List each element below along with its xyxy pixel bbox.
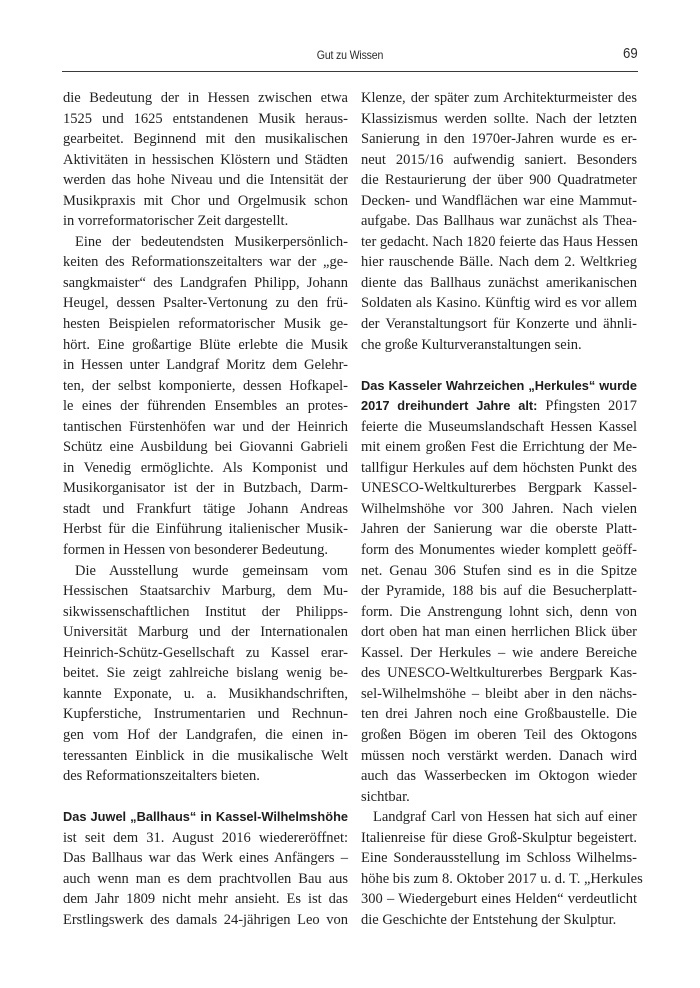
text-line: sangkmaister“ des Landgrafen Philipp, Johann bbox=[63, 274, 348, 291]
header-rule bbox=[62, 71, 638, 72]
text-line: in Hessen unter Landgraf Moritz dem Gelehr- bbox=[63, 357, 348, 374]
text-line: che große Kulturveranstaltungen sein. bbox=[361, 336, 582, 353]
text-line: der Pyramide, 188 bis auf die Besucherplatt- bbox=[361, 583, 637, 600]
text-line: Soldaten als Kasino. Künftig wird es vor allem bbox=[361, 295, 637, 312]
text-line: feierte die Museumslandschaft Hessen Kassel bbox=[361, 418, 637, 435]
section-ballhaus bbox=[63, 807, 348, 930]
text-line: Kupferstiche, Instrumentarien und Rechnun- bbox=[63, 706, 348, 723]
text-line: die Bedeutung der in Hessen zwischen etwa bbox=[63, 90, 348, 106]
text-line: form. Die Anstrengung lohnt sich, denn von bbox=[361, 603, 637, 620]
section-heading-herkules: Das Kasseler Wahrzeichen „Herkules“ wurde bbox=[361, 377, 637, 393]
text-line: Wilhelmshöhe vor 300 Jahren. Nach vielen bbox=[361, 500, 637, 517]
text-line: tantischen Fürstenhöfen war und der Heinrich bbox=[63, 418, 348, 435]
text-line: net. Genau 306 Stufen sind es in die Spitze bbox=[361, 562, 637, 579]
running-head bbox=[62, 45, 638, 65]
paragraph-musikerpersoenlichkeiten bbox=[63, 232, 348, 561]
section-spacer bbox=[63, 787, 348, 808]
text-line: diente das Ballhaus zunächst amerikanischen bbox=[361, 274, 637, 291]
text-line: großen Bögen im oberen Teil des Oktogons bbox=[361, 726, 637, 743]
text-line: Musikorganisator ist der in Butzbach, Darm- bbox=[63, 480, 348, 497]
text-line: formen in Hessen von besonderer Bedeutung. bbox=[63, 542, 328, 559]
text-line: Das Ballhaus war das Werk eines Anfängers – bbox=[63, 850, 348, 867]
text-line: tallfigur Herkules auf dem höchsten Punkt des bbox=[361, 459, 637, 476]
text-line: ter gedacht. Nach 1820 feierte das Haus Hessen bbox=[361, 233, 639, 250]
text-line: 300 – Wiedergeburt eines Helden“ verdeutlicht bbox=[361, 891, 637, 908]
text-line: Klassizismus werden sollte. Nach der letzten bbox=[361, 110, 637, 127]
section-heading-herkules-cont: 2017 dreihundert Jahre alt: bbox=[361, 398, 538, 414]
text-line: Landgraf Carl von Hessen hat sich auf einer bbox=[373, 809, 637, 826]
text-line: Heugel, dessen Psalter-Vertonung zu den frü- bbox=[63, 295, 348, 312]
text-line: 1525 und 1625 entstandenen Musik heraus- bbox=[63, 110, 348, 127]
text-line: werden das hohe Niveau und die Intensität der bbox=[63, 172, 348, 189]
left-column bbox=[63, 88, 348, 930]
text-line: sel-Wilhelmshöhe – bleibt aber in den nächs- bbox=[361, 685, 637, 702]
text-line: der Veranstaltungsort für Konzerte und ähnli- bbox=[361, 316, 637, 333]
text-line: hört. Eine großartige Blüte erlebte die Musik bbox=[63, 336, 348, 353]
text-line: die Geschichte der Entstehung der Skulptur. bbox=[361, 911, 617, 928]
text-line: Herbst für die Einführung italienischer Musik- bbox=[63, 521, 348, 538]
text-line: höhe bis zum 8. Oktober 2017 u. d. T. „Herkules bbox=[361, 870, 643, 887]
text-line: Universität Marburg und der Internationalen bbox=[63, 624, 348, 641]
text-line: die Restaurierung der über 900 Quadratmeter bbox=[361, 172, 637, 189]
paragraph-klenze bbox=[361, 88, 637, 355]
text-line: aufgabe. Das Ballhaus war zunächst als Thea- bbox=[361, 213, 637, 230]
text-line: ist seit dem 31. August 2016 wiedereröffnet: bbox=[63, 829, 348, 846]
text-line: hesten Beispielen reformatorischer Musik ge- bbox=[63, 316, 348, 333]
text-line: beitet. Sie zeigt zahlreiche bislang wenig be- bbox=[63, 665, 348, 682]
text-line: le eines der führenden Ensembles an protes- bbox=[63, 398, 348, 415]
text-line: müssen noch verstärkt werden. Danach wird bbox=[361, 747, 637, 764]
section-heading-ballhaus: Das Juwel „Ballhaus“ in Kassel-Wilhelmshöhe bbox=[63, 809, 348, 825]
text-line: Eine Sonderausstellung im Schloss Wilhelms- bbox=[361, 850, 637, 867]
text-line: ten, der selbst komponierte, dessen Hofkapel- bbox=[63, 377, 348, 394]
text-line: teressanten Einblick in die musikalische Welt bbox=[63, 747, 348, 764]
text-line: dem Jahr 1809 nicht mehr ansieht. Es ist das bbox=[63, 891, 348, 908]
text-line: Schütz eine Ausbildung bei Giovanni Gabrieli bbox=[63, 439, 348, 456]
text-line: Decken- und Wandflächen war eine Mammut- bbox=[361, 192, 637, 209]
text-line: stadt und Frankfurt tätige Johann Andreas bbox=[63, 500, 348, 517]
text-line: Aktivitäten in hessischen Klöstern und Städten bbox=[63, 151, 348, 168]
text-line: form des Monumentes wieder komplett geöff- bbox=[361, 542, 637, 559]
text-line: dort oben hat man einen herrlichen Blick über bbox=[361, 624, 637, 641]
text-line: in vorreformatorischer Zeit dargestellt. bbox=[63, 213, 289, 230]
text-line: Erstlingswerk des damals 24-jährigen Leo von bbox=[63, 911, 348, 928]
text-line bbox=[361, 396, 637, 417]
text-line: hier rauschende Bälle. Nach dem 2. Weltkrieg bbox=[361, 254, 637, 271]
text-line: Klenze, der später zum Architekturmeister des bbox=[361, 90, 637, 106]
text-line: Musikpraxis mit Chor und Orgelmusik schon bbox=[63, 192, 348, 209]
page-number: 69 bbox=[623, 45, 638, 62]
text-run: Pfingsten 2017 bbox=[545, 398, 638, 415]
text-line: ten drei Jahren noch eine Großbaustelle. Die bbox=[361, 706, 637, 723]
text-line: neut 2015/16 aufwendig saniert. Besonders bbox=[361, 151, 637, 168]
text-line: Kassel. Der Herkules – wie andere Bereiche bbox=[361, 644, 637, 661]
text-line: sichtbar. bbox=[361, 788, 410, 805]
text-line: Sanierung in den 1970er-Jahren wurde es er- bbox=[361, 131, 637, 148]
section-herkules bbox=[361, 376, 637, 807]
section-title: Gut zu Wissen bbox=[316, 48, 384, 62]
text-line: in Venedig ermöglichte. Als Komponist und bbox=[63, 459, 348, 476]
text-line: Hessischen Staatsarchiv Marburg, dem Mu- bbox=[63, 583, 348, 600]
text-line: gen vom Hof der Landgrafen, die einen in- bbox=[63, 726, 348, 743]
text-line: sikwissenschaftlichen Institut der Philipps- bbox=[63, 603, 348, 620]
text-line: Heinrich-Schütz-Gesellschaft zu Kassel erar- bbox=[63, 644, 348, 661]
paragraph-bedeutung bbox=[63, 88, 348, 232]
text-line: gearbeitet. Beginnend mit den musikalischen bbox=[63, 131, 348, 148]
paragraph-ausstellung bbox=[63, 561, 348, 787]
text-line: UNESCO-Weltkulturerbes Bergpark Kassel- bbox=[361, 480, 637, 497]
text-line: auch das Wasserbecken im Oktogon wieder bbox=[361, 768, 637, 785]
text-line: Italienreise für diese Groß-Skulptur begeistert. bbox=[361, 829, 637, 846]
text-line: Jahren der Sanierung war die oberste Platt- bbox=[361, 521, 637, 538]
section-spacer bbox=[361, 355, 637, 376]
text-line: kannte Exponate, u. a. Musikhandschriften, bbox=[63, 685, 348, 702]
paragraph-landgraf-carl bbox=[361, 807, 643, 930]
text-line: mit einem großen Fest die Errichtung der Me- bbox=[361, 439, 637, 456]
text-line: keiten des Reformationszeitalters war der „ge- bbox=[63, 254, 348, 271]
text-line: Die Ausstellung wurde gemeinsam vom bbox=[75, 562, 348, 579]
text-line: des Reformationszeitalters bieten. bbox=[63, 768, 260, 785]
right-column bbox=[361, 88, 643, 930]
text-line: auch wenn man es dem prachtvollen Bau aus bbox=[63, 870, 348, 887]
text-line: des UNESCO-Weltkulturerbes Bergpark Kas- bbox=[361, 665, 637, 682]
text-line: Eine der bedeutendsten Musikerpersönlich- bbox=[75, 233, 348, 250]
